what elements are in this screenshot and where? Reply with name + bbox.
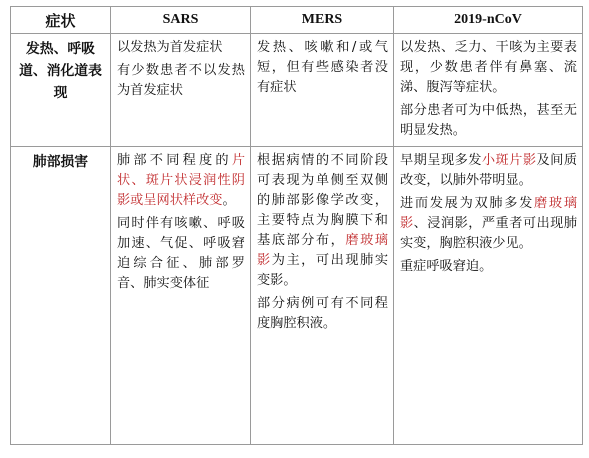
cell-text: 。 bbox=[222, 193, 236, 208]
table-row-lung-damage bbox=[11, 147, 583, 445]
cell-text: 早期呈现多发 bbox=[400, 153, 482, 168]
highlighted-term: 小斑片影 bbox=[481, 153, 537, 168]
cell-paragraph bbox=[117, 61, 245, 101]
cell-text: 及间质改变，以肺外带明显。 bbox=[400, 153, 578, 188]
cell-paragraph bbox=[400, 194, 577, 254]
cell-text: 部分病例可有不同程度胸腔积液。 bbox=[257, 296, 388, 331]
cell-text: 同时伴有咳嗽、呼吸加速、气促、呼吸窘迫综合征、肺部罗音、肺实变体征 bbox=[117, 216, 245, 291]
cell-text: 以发热为首发症状 bbox=[117, 40, 223, 55]
header-mers: MERS bbox=[251, 7, 394, 34]
cell-paragraph bbox=[117, 214, 245, 294]
cell-text: 根据病情的不同阶段可表现为单侧至双侧的肺部影像学改变，主要特点为胸膜下和基底部分布， bbox=[257, 153, 388, 248]
cell-paragraph bbox=[400, 257, 577, 277]
cell-text: 进而发展为双肺多发 bbox=[400, 196, 535, 211]
highlighted-term: 磨玻璃影 bbox=[257, 233, 388, 268]
cell-sars-fever bbox=[111, 34, 251, 147]
cell-text: 重症呼吸窘迫。 bbox=[400, 259, 493, 274]
cell-paragraph bbox=[257, 38, 388, 98]
cell-text: 以发热、乏力、干咳为主要表现，少数患者伴有鼻塞、流涕、腹泻等症状。 bbox=[400, 40, 577, 95]
cell-ncov-fever bbox=[394, 34, 583, 147]
cell-sars-lung bbox=[111, 147, 251, 445]
cell-mers-lung bbox=[251, 147, 394, 445]
row-label-lung-damage: 肺部损害 bbox=[11, 147, 111, 445]
symptom-comparison-table bbox=[10, 6, 583, 445]
header-symptom: 症状 bbox=[11, 7, 111, 34]
comparison-table-container bbox=[10, 6, 583, 445]
cell-text: 、浸润影，严重者可出现肺实变，胸腔积液少见。 bbox=[400, 216, 578, 251]
cell-paragraph bbox=[400, 38, 577, 98]
row-label-fever: 发热、呼吸道、消化道表现 bbox=[11, 34, 111, 147]
table-row-fever bbox=[11, 34, 583, 147]
cell-paragraph bbox=[257, 294, 388, 334]
cell-text: 部分患者可为中低热，甚至无明显发热。 bbox=[400, 103, 577, 138]
highlighted-term: 片状、斑片状浸润性阴影或呈网状样改变 bbox=[117, 153, 245, 208]
cell-text: 肺部不同程度的 bbox=[117, 153, 232, 168]
cell-text: 为主，可出现肺实变影。 bbox=[257, 253, 389, 288]
cell-paragraph bbox=[117, 38, 245, 58]
cell-text: 有少数患者不以发热为首发症状 bbox=[117, 63, 245, 98]
cell-text: 发热、咳嗽和/或气短，但有些感染者没有症状 bbox=[257, 40, 388, 95]
cell-mers-fever bbox=[251, 34, 394, 147]
cell-ncov-lung bbox=[394, 147, 583, 445]
table-header-row bbox=[11, 7, 583, 34]
cell-paragraph bbox=[257, 151, 388, 291]
cell-paragraph bbox=[117, 151, 245, 211]
highlighted-term: 磨玻璃影 bbox=[400, 196, 578, 231]
cell-paragraph bbox=[400, 151, 577, 191]
header-2019-ncov: 2019-nCoV bbox=[394, 7, 583, 34]
cell-paragraph bbox=[400, 101, 577, 141]
header-sars: SARS bbox=[111, 7, 251, 34]
